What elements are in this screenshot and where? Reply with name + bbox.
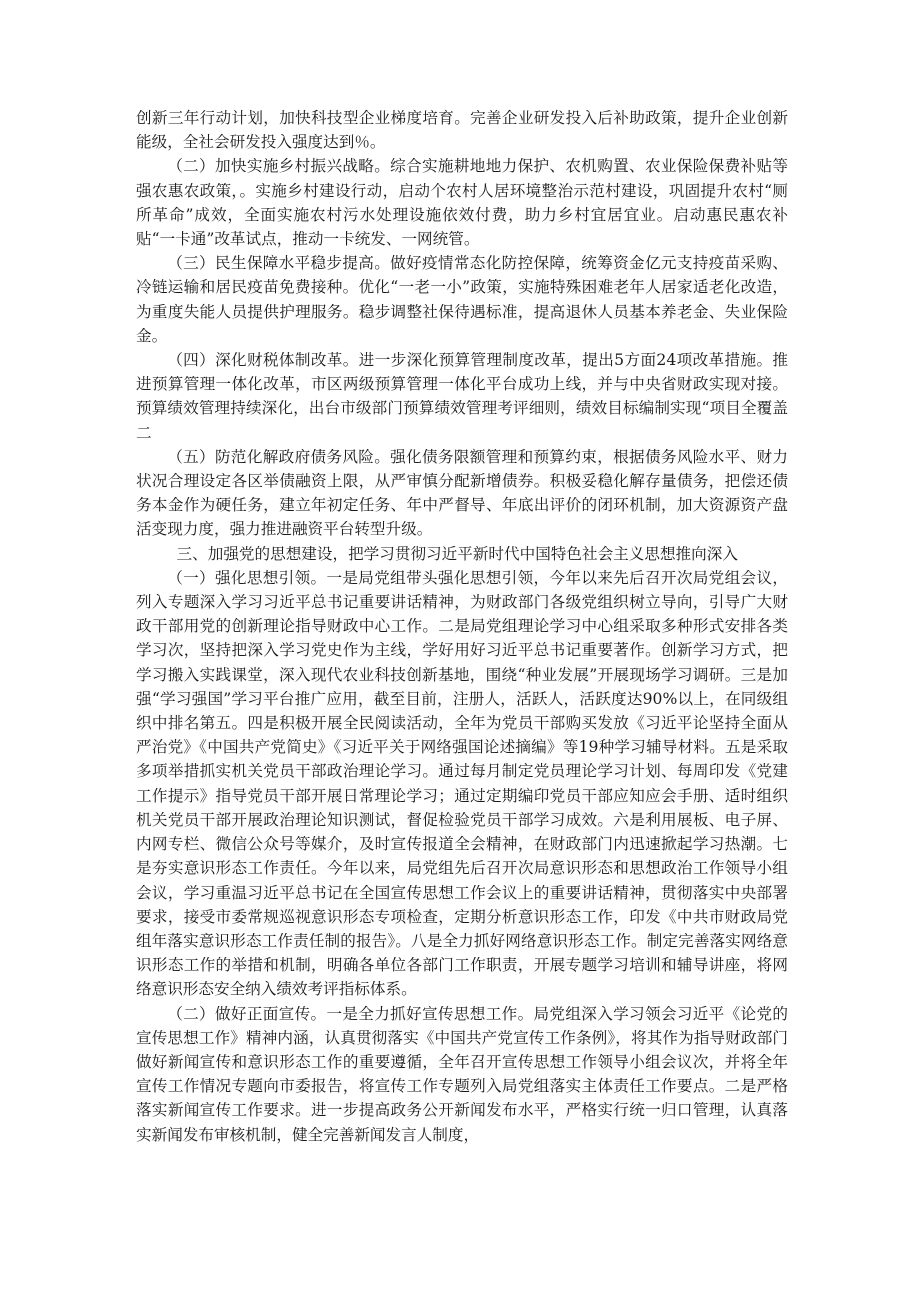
- paragraph-3: （三）民生保障水平稳步提高。做好疫情常态化防控保障，统筹资金亿元支持疫苗采购、冷链运输和居民疫苗免费接种。优化“一老一小”政策，实施特殊困难老年人居家适老化改造，为重度失能人员提供护理服务。稳步调整社保待遇标准，提高退休人员基本养老金、失业保险金。: [136, 254, 788, 345]
- paragraph-4: （四）深化财税体制改革。进一步深化预算管理制度改革，提出5方面24项改革措施。推进预算管理一体化改革，市区两级预算管理一体化平台成功上线，并与中央省财政实现对接。预算绩效管理持续深化，出台市级部门预算绩效管理考评细则，绩效目标编制实现“项目全覆盖二: [136, 351, 788, 442]
- paragraph-2: （二）加快实施乡村振兴战略。综合实施耕地地力保护、农机购置、农业保险保费补贴等强农惠农政策，。实施乡村建设行动，启动个农村人居环境整治示范村建设，巩固提升农村“厕所革命”成效，全面实施农村污水处理设施依效付费，助力乡村宜居宜业。启动惠民惠农补贴“一卡通”改革试点，推动一卡统发、一网统管。: [136, 157, 788, 249]
- section-heading-3: 三、加强党的思想建设，把学习贯彻习近平新时代中国特色社会主义思想推向深入: [176, 544, 738, 563]
- paragraph-7: （二）做好正面宣传。一是全力抓好宣传思想工作。局党组深入学习领会习近平《论党的宣传思想工作》精神内涵，认真贯彻落实《中国共产党宣传工作条例》，将其作为指导财政部门做好新闻宣传和意识形态工作的重要遵循，全年召开宣传思想工作领导小组会议次，并将全年宣传工作情况专题向市委报告，将宣传工作专题列入局党组落实主体责任工作要点。二是严格落实新闻宣传工作要求。进一步提高政务公开新闻发布水平，严格实行统一归口管理，认真落实新闻发布审核机制，健全完善新闻发言人制度，: [136, 1004, 788, 1144]
- paragraph-6: （一）强化思想引领。一是局党组带头强化思想引领，今年以来先后召开次局党组会议，列入专题深入学习习近平总书记重要讲话精神，为财政部门各级党组织树立导向，引导广大财政干部用党的创新理论指导财政中心工作。二是局党组理论学习中心组采取多种形式安排各类学习次，坚持把深入学习党史作为主线，学好用好习近平总书记重要著作。创新学习方式，把学习搬入实践课堂，深入现代农业科技创新基地，围绕“种业发展”开展现场学习调研。三是加强“学习强国”学习平台推广应用，截至目前，注册人，活跃人，活跃度达90%以上，在同级组织中排名第五。四是积极开展全民阅读活动，全年为党员干部购买发放《习近平论坚持全面从严治党》《中国共产党简史》《习近平关于网络强国论述摘编》等19种学习辅导材料。五是采取多项举措抓实机关党员干部政治理论学习。通过每月制定党员理论学习计划、每周印发《党建工作提示》指导党员干部开展日常理论学习；通过定期编印党员干部应知应会手册、适时组织机关党员干部开展政治理论知识测试，督促检验党员干部学习成效。六是利用展板、电子屏、内网专栏、微信公众号等媒介，及时宣传报道全会精神，在财政部门内迅速掀起学习热潮。七是夯实意识形态工作责任。今年以来，局党组先后召开次局意识形态和思想政治工作领导小组会议，学习重温习近平总书记在全国宣传思想工作会议上的重要讲话精神，贯彻落实中央部署要求，接受市委常规巡视意识形态专项检查，定期分析意识形态工作，印发《中共市财政局党组年落实意识形态工作责任制的报告》。八是全力抓好网络意识形态工作。制定完善落实网络意识形态工作的举措和机制，明确各单位各部门工作职责，开展专题学习培训和辅导讲座，将网络意识形态安全纳入绩效考评指标体系。: [136, 568, 788, 999]
- paragraph-5: （五）防范化解政府债务风险。强化债务限额管理和预算约束，根据债务风险水平、财力状况合理设定各区举债融资上限，从严审慎分配新增债券。积极妥稳化解存量债务，把偿还债务本金作为硬任务，建立年初定任务、年中严督导、年底出评价的闭环机制，加大资源资产盘活变现力度，强力推进融资平台转型升级。: [136, 447, 788, 539]
- document-body: [136, 106, 788, 1147]
- paragraph-1: 创新三年行动计划，加快科技型企业梯度培育。完善企业研发投入后补助政策，提升企业创新能级，全社会研发投入强度达到％。: [136, 109, 788, 152]
